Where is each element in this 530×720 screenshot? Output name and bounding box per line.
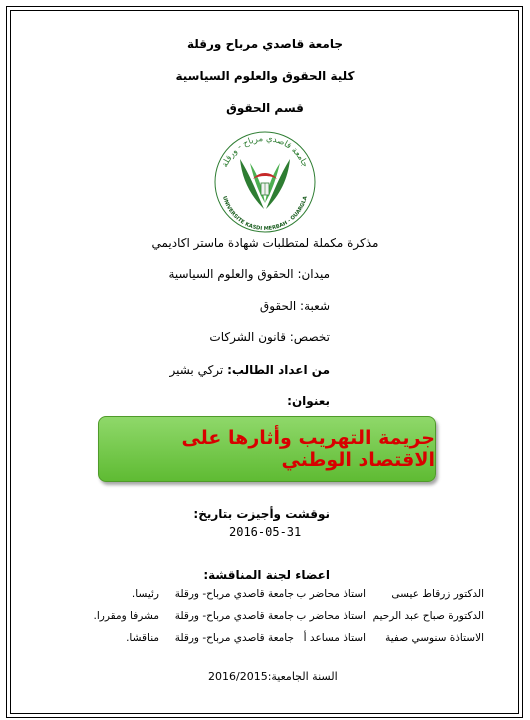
member-name: الدكتور زرقاط عيسى — [391, 588, 484, 600]
committee-member-row — [44, 632, 484, 648]
committee-member-row — [44, 610, 484, 626]
university-logo — [212, 129, 318, 235]
student-name: تركي بشير — [169, 363, 224, 377]
defense-date: 2016-05-31 — [229, 525, 302, 539]
thesis-specialty: تخصص: قانون الشركات — [209, 330, 330, 344]
university-name: جامعة قاصدي مرباح ورقلة — [186, 37, 343, 51]
thesis-title: جريمة التهريب وأثارها على الاقتصاد الوطني — [181, 427, 435, 471]
member-grade: استاذ محاضر ب — [296, 610, 366, 622]
faculty-name: كلية الحقوق والعلوم السياسية — [175, 69, 355, 83]
member-university: جامعة قاصدي مرباح- ورقلة — [174, 588, 294, 600]
member-grade: استاذ مساعد أ — [303, 632, 366, 644]
svg-text:جامعة قاصدي مرباح - ورقلة — [220, 134, 310, 169]
thesis-purpose: مذكرة مكملة لمتطلبات شهادة ماستر اكاديمي — [151, 236, 379, 250]
thesis-title-box — [98, 416, 436, 482]
member-university: جامعة قاصدي مرباح- ورقلة — [174, 610, 294, 622]
department-name: قسم الحقوق — [226, 101, 304, 115]
thesis-branch: شعبة: الحقوق — [259, 299, 330, 313]
member-name: الاستاذة سنوسي صفية — [385, 632, 484, 644]
logo-latin-text: UNIVERSITE KASDI MERBAH - OUARGLA — [221, 195, 309, 233]
member-role: مشرفا ومقررا. — [93, 610, 159, 622]
academic-year: السنة الجامعية:2016/2015 — [208, 670, 338, 683]
member-name: الدكتورة صباح عبد الرحيم — [372, 610, 484, 622]
member-grade: استاذ محاضر ب — [296, 588, 366, 600]
logo-emblem — [240, 159, 290, 209]
member-role: مناقشا. — [126, 632, 159, 644]
committee-label: اعضاء لجنة المناقشة: — [203, 568, 330, 582]
student-label: من اعداد الطالب: — [227, 363, 330, 377]
member-role: رئيسا. — [131, 588, 159, 600]
defense-label: نوقشت وأجيزت بتاريخ: — [193, 507, 330, 521]
thesis-field: ميدان: الحقوق والعلوم السياسية — [168, 267, 330, 281]
committee-member-row — [44, 588, 484, 604]
svg-text:UNIVERSITE KASDI MERBAH - OUAR — [221, 196, 309, 233]
title-label: بعنوان: — [287, 394, 330, 408]
student-line — [169, 363, 330, 377]
member-university: جامعة قاصدي مرباح- ورقلة — [174, 632, 294, 644]
logo-arabic-text: جامعة قاصدي مرباح - ورقلة — [220, 133, 310, 169]
